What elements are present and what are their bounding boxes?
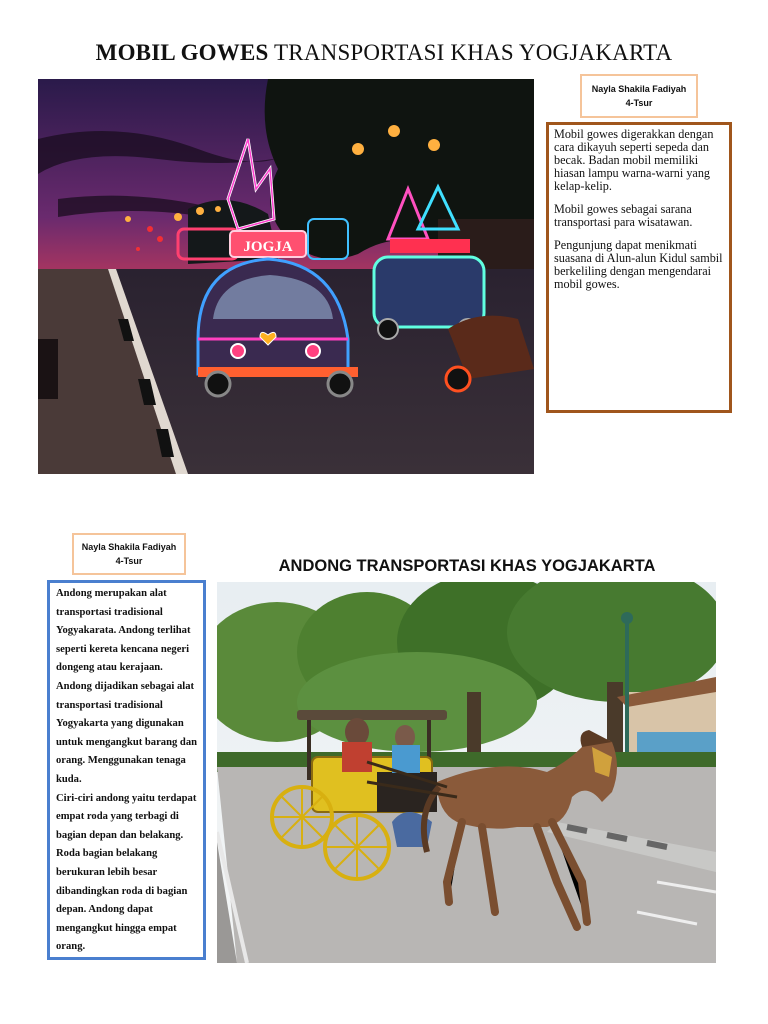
page-title-andong: ANDONG TRANSPORTASI KHAS YOGJAKARTA (278, 557, 656, 575)
title-bold-part: MOBIL GOWES (95, 40, 269, 65)
description-paragraph: Andong merupakan alat transportasi tradisional Yogyakarata. Andong terlihat seperti kereta kencana negeri dongeng atau kerajaan. (56, 588, 191, 674)
author-name: Nayla Shakila Fadiyah (81, 542, 177, 552)
description-paragraph: Andong dijadikan sebagai alat transportasi tradisional Yogyakarta yang digunakan untuk mengangkut barang dan orang. Menggunakan tenaga kuda. (56, 680, 198, 785)
mobil-gowes-photo (38, 79, 534, 474)
author-class: 4-Tsur (625, 98, 653, 108)
description-paragraph: Mobil gowes digerakkan dengan cara dikayuh seperti sepeda dan becak. Badan mobil memiliki hiasan lampu warna-warni yang kelap-kelip. (554, 127, 714, 193)
description-paragraph: Mobil gowes sebagai sarana transportasi para wisatawan. (554, 202, 693, 229)
title-rest-part: TRANSPORTASI KHAS YOGJAKARTA (274, 40, 673, 65)
andong-description-box (47, 580, 206, 960)
description-paragraph: Ciri-ciri andong yaitu terdapat empat roda yang terbagi di bagian depan dan belakang. Roda bagian belakang berukuran lebih besar dibandingkan roda di bagian depan. Andong dapat mengangkut hingga empat orang. (56, 792, 197, 953)
jogja-sign-text: JOGJA (243, 239, 293, 255)
author-label-1 (580, 74, 698, 118)
mobil-gowes-description-box (546, 122, 732, 413)
author-label-2 (72, 533, 186, 575)
andong-photo (217, 582, 716, 963)
author-name: Nayla Shakila Fadiyah (591, 84, 687, 94)
description-paragraph: Pengunjung dapat menikmati suasana di Alun-alun Kidul sambil berkeliling dengan mengendarai mobil gowes. (554, 238, 723, 291)
page-title-mobil-gowes (0, 40, 768, 66)
author-class: 4-Tsur (115, 556, 143, 566)
